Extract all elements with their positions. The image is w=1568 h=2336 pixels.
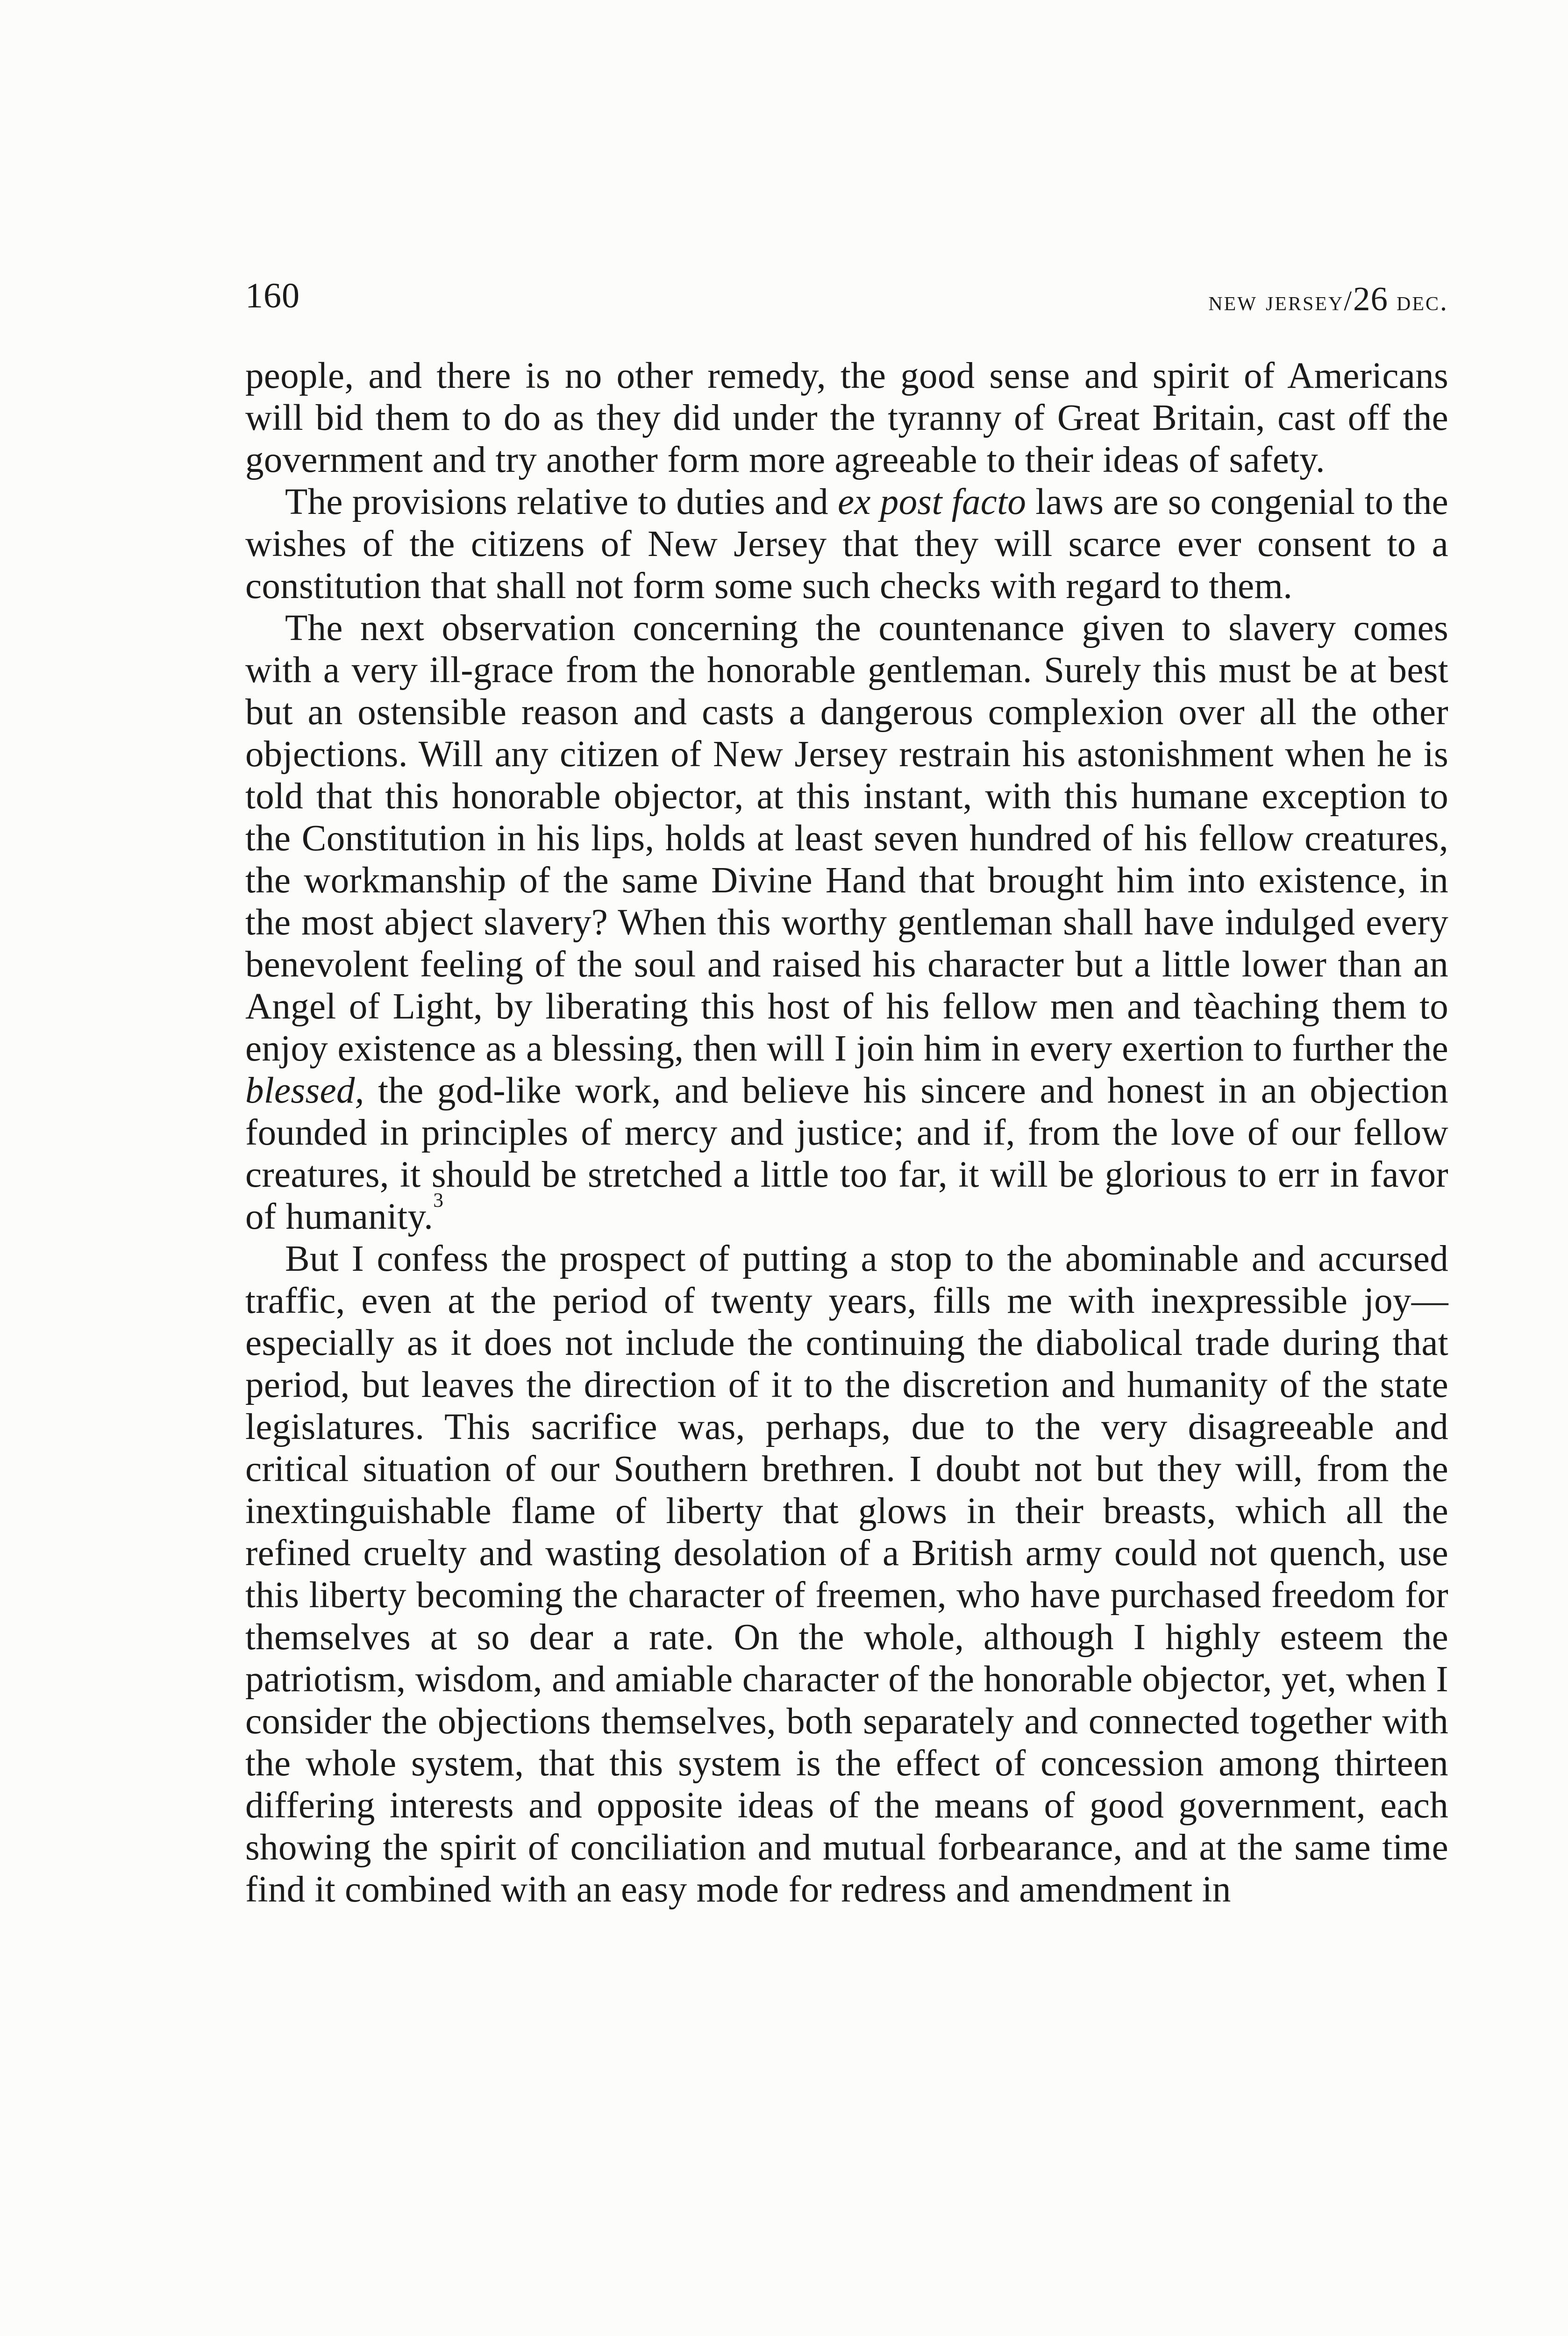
paragraph-3-before: The next observation concerning the countenance given to slavery comes with a very ill-grace from the honorable gentleman. Surely this must be at best but an ostensible reason and casts a dangerous complexion over all the other objections. Will any citizen of New Jersey restrain his astonishment when he is told that this honorable objector, at this instant, with this humane exception to the Constitution in his lips, holds at least seven hundred of his fellow creatures, the workmanship of the same Divine Hand that brought him into existence, in the most abject slavery? When this worthy gentleman shall have indulged every benevolent feeling of the soul and raised his character but a little lower than an Angel of Light, by liberating this host of his fellow men and tèaching them to enjoy existence as a blessing, then will I join him in every exertion to further the (245, 608, 1448, 1069)
paragraph-2 (245, 481, 1448, 607)
running-head-date: 26 (1353, 280, 1388, 318)
paragraph-2-after: laws are so congenial to the wishes of the citizens of New Jersey that they will scarce ever consent to a constitution that shall not form some such checks with regard to them. (245, 482, 1448, 606)
paragraph-2-before: The provisions relative to duties and (285, 482, 838, 522)
page-number: 160 (245, 276, 300, 315)
running-head (1208, 282, 1448, 316)
body-text (245, 355, 1448, 1911)
paragraph-3-after: the god-like work, and believe his sincere and honest in an objection founded in principles of mercy and justice; and if, from the love of our fellow creatures, it should be stretched a little too far, it will be glorious to err in favor of humanity. (245, 1070, 1448, 1237)
paragraph-3 (245, 607, 1448, 1238)
paragraph-1 (245, 355, 1448, 481)
paragraph-3-italic: blessed, (245, 1070, 364, 1111)
running-head-prefix: new jersey/ (1208, 285, 1353, 316)
paragraph-1-text: people, and there is no other remedy, the good sense and spirit of Americans will bid them to do as they did under the tyranny of Great Britain, cast off the government and try another form more agreeable to their ideas of safety. (245, 356, 1448, 480)
paragraph-4 (245, 1238, 1448, 1911)
running-head-month: dec. (1388, 285, 1448, 316)
paragraph-4-text: But I confess the prospect of putting a stop to the abominable and accursed traffic, even at the period of twenty years, fills me with inexpressible joy—especially as it does not include the continuing the diabolical trade during that period, but leaves the direction of it to the discretion and humanity of the state legislatures. This sacrifice was, perhaps, due to the very disagreeable and critical situation of our Southern brethren. I doubt not but they will, from the inextinguishable flame of liberty that glows in their breasts, which all the refined cruelty and wasting desolation of a British army could not quench, use this liberty becoming the character of freemen, who have purchased freedom for themselves at so dear a rate. On the whole, although I highly esteem the patriotism, wisdom, and amiable character of the honorable objector, yet, when I consider the objections themselves, both separately and connected together with the whole system, that this system is the effect of concession among thirteen differing interests and opposite ideas of the means of good government, each showing the spirit of conciliation and mutual forbearance, and at the same time find it combined with an easy mode for redress and amendment in (245, 1239, 1448, 1910)
footnote-marker: 3 (433, 1189, 444, 1212)
paragraph-2-italic: ex post facto (838, 482, 1026, 522)
page-header (245, 278, 1448, 325)
